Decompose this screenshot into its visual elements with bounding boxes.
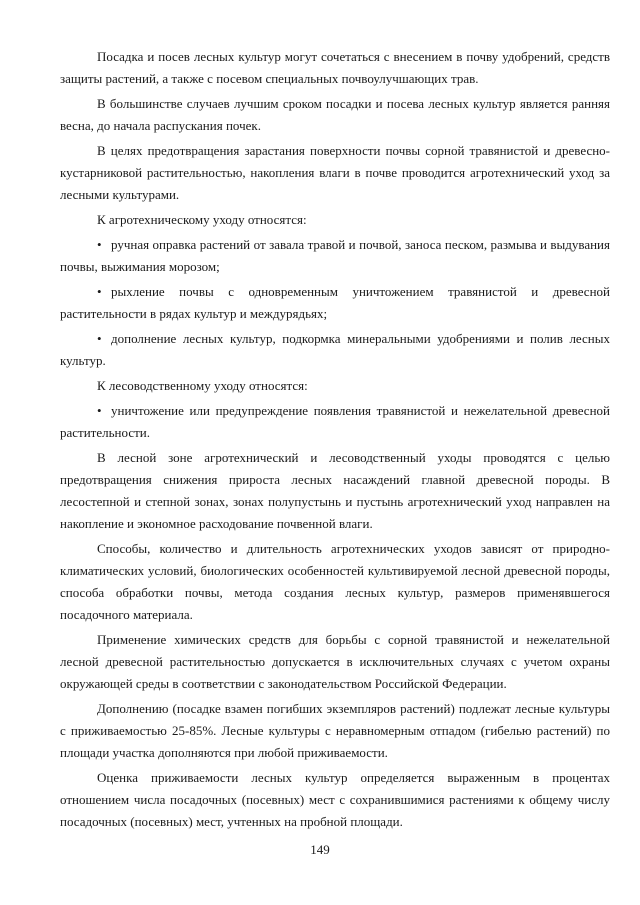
bullet-text: рыхление почвы с одновременным уничтожением травянистой и древесной растительности в рядах культур и междурядьях; [60, 284, 610, 321]
bullet-item [60, 281, 610, 325]
paragraph: Применение химических средств для борьбы с сорной травянистой и нежелательной лесной древесной растительностью допускается в исключительных случаях с учетом охраны окружающей среды в соответствии с законодательством Российской Федерации. [60, 632, 610, 691]
paragraph: Дополнению (посадке взамен погибших экземпляров растений) подлежат лесные культуры с приживаемостью 25-85%. Лесные культуры с неравномерным отпадом (гибелью растений) по площади участка дополняются при любой приживаемости. [60, 701, 610, 760]
bullet-text: дополнение лесных культур, подкормка минеральными удобрениями и полив лесных культур. [60, 331, 610, 368]
page-number: 149 [310, 842, 330, 857]
bullet-item [60, 328, 610, 372]
paragraph: К лесоводственному уходу относятся: [97, 378, 308, 393]
paragraph: К агротехническому уходу относятся: [97, 212, 307, 227]
bullet-text: уничтожение или предупреждение появления травянистой и нежелательной древесной растительности. [60, 403, 610, 440]
paragraph: В большинстве случаев лучшим сроком посадки и посева лесных культур является ранняя весна, до начала распускания почек. [60, 96, 610, 133]
paragraph: В целях предотвращения зарастания поверхности почвы сорной травянистой и древесно-кустарниковой растительностью, накопления влаги в почве проводится агротехнический уход за лесными культурами. [60, 143, 610, 202]
bullet-icon: • [97, 331, 102, 346]
bullet-icon: • [97, 403, 102, 418]
bullet-item [60, 234, 610, 278]
document-body [60, 46, 610, 833]
bullet-icon: • [97, 237, 102, 252]
bullet-item [60, 400, 610, 444]
bullet-text: ручная оправка растений от завала травой и почвой, заноса песком, размыва и выдувания почвы, выжимания морозом; [60, 237, 610, 274]
paragraph: Посадка и посев лесных культур могут сочетаться с внесением в почву удобрений, средств защиты растений, а также с посевом специальных почвоулучшающих трав. [60, 49, 610, 86]
paragraph: Способы, количество и длительность агротехнических уходов зависят от природно-климатических условий, биологических особенностей культивируемой лесной древесной породы, способа обработки почвы, метода создания лесных культур, размеров применявшегося посадочного материала. [60, 541, 610, 622]
bullet-icon: • [97, 284, 102, 299]
paragraph: В лесной зоне агротехнический и лесоводственный уходы проводятся с целью предотвращения снижения прироста лесных насаждений главной древесной породы. В лесостепной и степной зонах, зонах полупустынь и пустынь агротехнический уход направлен на накопление и экономное расходование почвенной влаги. [60, 450, 610, 531]
paragraph: Оценка приживаемости лесных культур определяется выраженным в процентах отношением числа посадочных (посевных) мест с сохранившимися растениями к общему числу посадочных (посевных) мест, учтенных на пробной площади. [60, 770, 610, 829]
